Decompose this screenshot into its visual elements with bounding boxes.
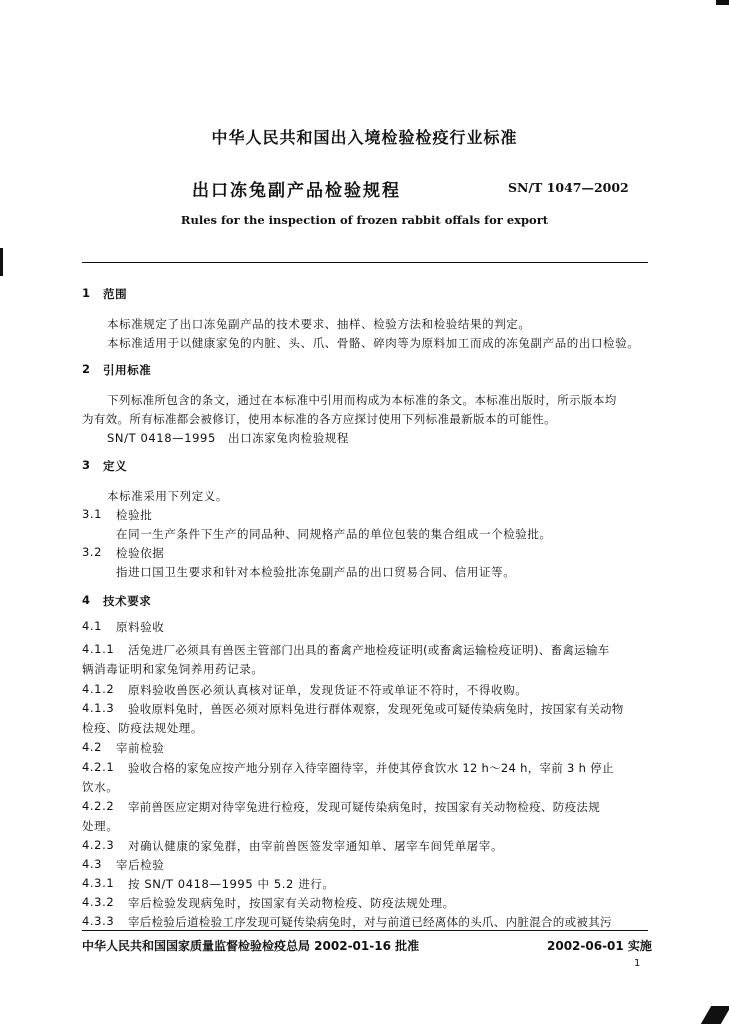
paragraph: 本标准采用下列定义。	[107, 489, 228, 503]
clause-text: 辆消毒证明和家兔饲养用药记录。	[82, 662, 264, 676]
clause-text: 活兔进厂必须具有兽医主管部门出具的畜禽产地检疫证明(或畜禽运输检疫证明)、畜禽运输车	[128, 643, 610, 657]
clause-number: 4.1.2	[82, 682, 115, 696]
footer-divider	[82, 930, 648, 931]
clause-number: 4.3.1	[82, 876, 115, 890]
clause-text: 宰前兽医应定期对待宰兔进行检疫，发现可疑传染病兔时，按国家有关动物检疫、防疫法规	[128, 800, 600, 814]
definition-term: 检验依据	[116, 546, 165, 560]
document-title-english: Rules for the inspection of frozen rabbit offals for export	[180, 213, 549, 227]
scan-edge-mark-left	[0, 248, 3, 276]
header-divider	[82, 262, 648, 263]
clause-number: 4.1.1	[82, 642, 115, 656]
standard-category: 中华人民共和国出入境检验检疫行业标准	[211, 128, 518, 147]
clause-number: 4.2.1	[82, 760, 115, 774]
scan-edge-mark-top	[716, 0, 729, 5]
clause-number: 4.3.2	[82, 895, 115, 909]
paragraph: 本标准适用于以健康家兔的内脏、头、爪、骨骼、碎肉等为原料加工而成的冻兔副产品的出口检验。	[107, 336, 640, 350]
clause-number: 3.2	[82, 545, 103, 559]
clause-title: 宰后检验	[116, 858, 165, 872]
definition-term: 检验批	[116, 508, 153, 522]
approval-line: 中华人民共和国国家质量监督检验检疫总局 2002-01-16 批准	[82, 939, 420, 953]
clause-number: 4.3	[82, 857, 103, 871]
clause-title: 原料验收	[116, 620, 165, 634]
effective-date: 2002-06-01 实施	[547, 939, 652, 953]
section-heading: 范围	[103, 287, 128, 301]
clause-text: 验收合格的家兔应按产地分别存入待宰圈待宰，并使其停食饮水 12 h～24 h，宰前 3 h 停止	[128, 761, 614, 775]
clause-number: 4.1	[82, 619, 103, 633]
page-number: 1	[634, 958, 641, 969]
section-heading: 定义	[103, 459, 128, 473]
section-number: 4	[82, 593, 91, 607]
clause-text: 对确认健康的家兔群，由宰前兽医签发宰通知单、屠宰车间凭单屠宰。	[128, 839, 504, 853]
section-number: 3	[82, 458, 91, 472]
clause-title: 宰前检验	[116, 741, 165, 755]
section-number: 1	[82, 286, 91, 300]
clause-text: 检疫、防疫法规处理。	[82, 721, 203, 735]
clause-number: 4.2.3	[82, 838, 115, 852]
clause-number: 4.1.3	[82, 701, 115, 715]
clause-text: 处理。	[82, 819, 119, 833]
clause-number: 4.3.3	[82, 914, 115, 928]
definition-text: 指进口国卫生要求和针对本检验批冻兔副产品的出口贸易合同、信用证等。	[116, 565, 516, 579]
paragraph: 本标准规定了出口冻兔副产品的技术要求、抽样、检验方法和检验结果的判定。	[107, 317, 531, 331]
section-heading: 技术要求	[103, 594, 152, 608]
referenced-standard: SN/T 0418—1995 出口冻家兔肉检验规程	[107, 431, 349, 445]
scan-edge-mark-bottom	[701, 1006, 729, 1024]
clause-number: 3.1	[82, 507, 103, 521]
clause-number: 4.2	[82, 740, 103, 754]
clause-number: 4.2.2	[82, 799, 115, 813]
clause-text: 饮水。	[82, 780, 119, 794]
clause-text: 宰后检验发现病兔时，按国家有关动物检疫、防疫法规处理。	[128, 896, 455, 910]
clause-text: 原料验收兽医必须认真核对证单，发现货证不符或单证不符时，不得收购。	[128, 683, 528, 697]
section-heading: 引用标准	[103, 363, 152, 377]
standard-code: SN/T 1047—2002	[508, 180, 629, 195]
clause-text: 宰后检验后道检验工序发现可疑传染病兔时，对与前道已经离体的头爪、内脏混合的或被其污	[128, 915, 612, 929]
document-title: 出口冻兔副产品检验规程	[192, 181, 401, 201]
clause-text: 验收原料兔时，兽医必须对原料兔进行群体观察，发现死兔或可疑传染病兔时，按国家有关动物	[128, 702, 624, 716]
definition-text: 在同一生产条件下生产的同品种、同规格产品的单位包装的集合组成一个检验批。	[116, 527, 552, 541]
section-number: 2	[82, 362, 91, 376]
clause-text: 按 SN/T 0418—1995 中 5.2 进行。	[128, 877, 335, 891]
paragraph: 下列标准所包含的条文，通过在本标准中引用而构成为本标准的条文。本标准出版时，所示版本均	[107, 393, 617, 407]
paragraph: 为有效。所有标准都会被修订，使用本标准的各方应探讨使用下列标准最新版本的可能性。	[82, 412, 556, 426]
